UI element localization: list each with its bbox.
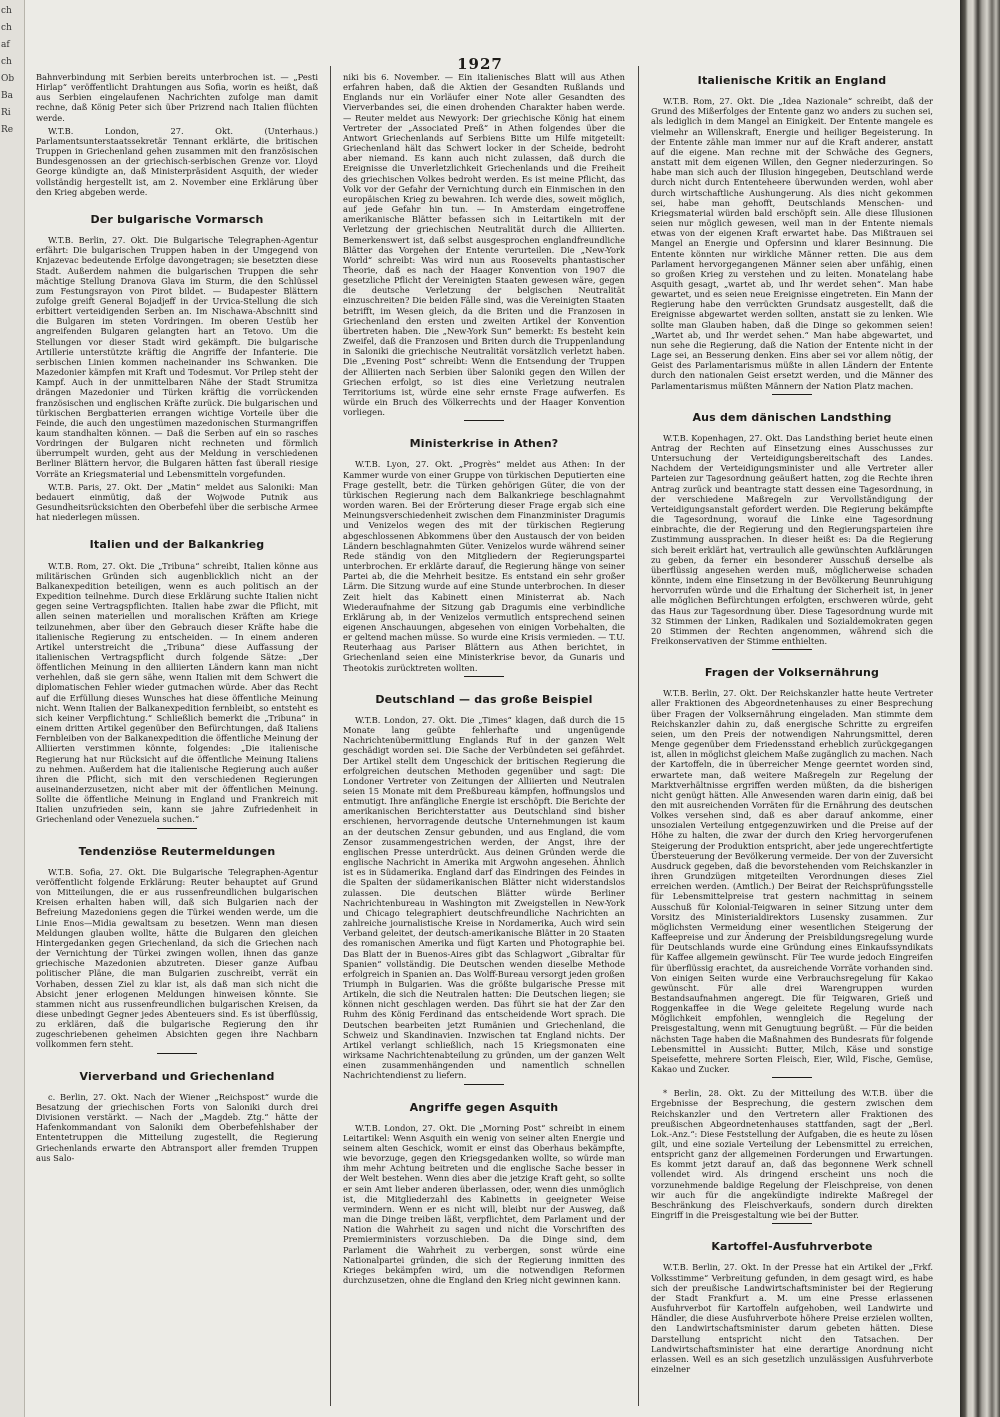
headline-germany-example: Deutschland — das große Beispiel [375, 692, 593, 706]
news-paragraph: W.T.B. Sofia, 27. Okt. Die Bulgarische Telegraphen-Agentur veröffentlicht folgende Erklärung: Reuter behauptet auf Grund von Mitteilungen, die er aus russenfreundlichen bulgarischen Kreisen erhalten haben will, daß sich Bulgarien nach der Befreiung Mazedoniens gegen die Türkei wenden werde, um die Linie Enos—Midia gewaltsam zu besetzen. Wenn man diesen Meldungen glauben wollte, hätte die Bulgaren den gleichen Hintergedanken gegen Griechenland, da sich die Griechen nach der Vernichtung der Türkei zwingen wollen, ihnen das ganze griechische Mazedonien abzutreten. Dieser ganze Aufbau politischer Pläne, die man Bulgarien zuschreibt, verrät ein Vorhaben, dessen Ziel zu klar ist, als daß man sich nicht die Absicht jener erlogenen Meldungen hinweisen könnte. Sie stammen nicht aus russenfreundlichen bulgarischen Kreisen, da diese unbedingt Gegner jedes Abenteuers sind. Es ist überflüssig, zu erklären, daß die bulgarische Regierung den ihr zugeschriebenen geheimen Absichten gegen ihre Nachbarn vollkommen fern steht. [36, 866, 318, 1050]
news-paragraph: W.T.B. London, 27. Okt. Die „Times“ klagen, daß durch die 15 Monate lang geübte fehlerhafte und ungenügende Nachrichtenübermittlung Englands Ruf in der ganzen Welt geschädigt worden sei. Die Sache der Verbündeten sei gefährdet. Der Artikel stellt dem Ungeschick der britischen Regierung die erfolgreichen deutschen Methoden gegenüber und sagt: Die Londoner Vertreter von Zeitungen der Alliierten und Neutralen seien 15 Monate mit dem Preßbureau kämpfen, hoffnungslos und entmutigt. Ihre anfängliche Energie ist erschöpft. Die Berichte der amerikanischen Berichterstatter aus Deutschland sind bisher erschienen, hervorragende deutsche Unternehmungen ist kaum an der deutschen Zensur gebunden, und aus England, die vom Zensor zusammengestrichen werden, der Angst, ihre der englischen Presse unterdrückt. Aus deinen Gründen werde die englische Nachricht in Amerika mit Argwohn angesehen. Ähnlich ist es in Südamerika. England darf das Eindringen des Feindes in die Spalten der südamerikanischen Blätter nicht widerstandslos zulassen. Die deutschen Blätter würde Berliner Nachrichtenbureau in Washington mit Zweigstellen in New-York und Chicago telegraphiert deutschfreundliche Nachrichten an zahlreiche journalistische Kreise in Nordamerika, Auch wird sein Verband geleitet, der deutsch-amerikanische Blätter in 20 Staaten des romanischen Amerika und fügt Karten und Photographie bei. Das Blatt der in Buenos-Aires gibt das Schlagwort „Gibraltar für Spanien“ vollständig. Die Deutschen wenden dieselbe Methode erfolgreich in Spanien an. Das Wolff-Bureau versorgt jeden großen Triumph in Bulgarien. Was die größte bulgarische Presse mit Artikeln, die sich die Neutralen hatten: Die Deutschen liegen; sie können nicht geschlagen werden. Das führt sie hat der Zar den Ruhm des König Ferdinand das entscheidende Wort sprach. Die Deutschen bearbeiten jetzt Rumänien und Griechenland, die Schweiz und Skandinavien. Inzwischen tat England nichts. Der Artikel verlangt schließlich, nach 15 Kriegsmonaten eine wirksame Nachrichtenabteilung zu gründen, um der ganzen Welt einen zusammenhängenden und namentlich schnellen Nachrichtendienst zu liefern. [343, 714, 625, 1081]
news-paragraph: W.T.B. Paris, 27. Okt. Der „Matin“ meldet aus Saloniki: Man bedauert einmütig, daß der Wojwode Putnik aus Gesundheitsrücksichten den Oberbefehl über die serbische Armee hat niederlegen müssen. [36, 481, 318, 523]
news-paragraph: W.T.B. Rom, 27. Okt. Die „Tribuna“ schreibt, Italien könne aus militärischen Gründen sich augenblicklich nicht an der Balkanexpedition beteiligen, wenn es auch politisch an der Expedition teilnehme. Durch diese Erklärung suchte Italien nicht gegen seine Vertragspflichten. Italien habe zwar die Pflicht, mit allen seinen materiellen und moralischen Kräften am Kriege teilzunehmen, aber über den Gebrauch dieser Kräfte habe die italienische Regierung zu entscheiden. — In einem anderen Artikel unterstreicht die „Tribuna“ diese Auffassung der italienischen Vertragspflicht durch folgende Sätze: „Der öffentlichen Meinung in den alliierten Ländern kann man nicht verhehlen, daß sie gern sähe, wenn Italien mit dem Schwert die diplomatischen Fehler wieder gutmachen würde. Aber das Recht auf die Erfüllung dieses Wunsches hat diese öffentliche Meinung nicht. Wenn Italien der Balkanexpedition fernbleibt, so entsteht es sich keiner Verpflichtung.“ Schließlich bemerkt die „Tribuna“ in einem dritten Artikel gegenüber den Befürchtungen, daß Italiens Fernbleiben von der Balkanexpedition die öffentliche Meinung der Alliierten verstimmen könnte, folgendes: „Die italienische Regierung hat nur Rücksicht auf die öffentliche Meinung Italiens zu nehmen. Außerdem hat die italienische Regierung auch außer ihren die Pflicht, sich mit den verschiedenen Regierungen auseinanderzusetzen, nicht aber mit der öffentlichen Meinung. Sollte die öffentliche Meinung in England und Frankreich mit Italien unzufrieden sein, kann sie jahre Zufriedenheit in Griechenland oder Venezuela suchen.“ [36, 560, 318, 825]
margin-fragment: ch [1, 6, 12, 16]
page-number: 1927 [457, 55, 503, 73]
headline-entente-greece: Vierverband und Griechenland [79, 1069, 275, 1083]
news-paragraph: W.T.B. London, 27. Okt. (Unterhaus.) Parlamentsunterstaatssekretär Tennant erklärte, die britischen Truppen in Griechenland gehen zusammen mit den französischen Bundesgenossen an der griechisch-serbischen Grenze vor. Lloyd George kündigte an, daß Ministerpräsident Asquith, der wieder vollständig hergestellt ist, am 2. November eine Erklärung über den Krieg abgeben werde. [36, 125, 318, 197]
section-divider [772, 649, 812, 650]
margin-fragment: Re [1, 125, 14, 135]
section-divider [157, 1053, 197, 1054]
previous-page-margin [0, 0, 25, 1417]
headline-italian-critique: Italienische Kritik an England [697, 74, 887, 87]
section-divider [464, 1084, 504, 1085]
section-divider [464, 420, 504, 421]
headline-bulgarian-advance: Der bulgarische Vormarsch [90, 212, 264, 226]
news-paragraph: W.T.B. Rom, 27. Okt. Die „Idea Nazionale“ schreibt, daß der Grund des Mißerfolges der Entente ganz wo anders zu suchen sei, als lediglich in dem Mangel an Einigkeit. Der Entente mangele es vielmehr an Willenskraft, Energie und heiliger Begeisterung. In der Entente zähle man immer nur auf die Kraft anderer, anstatt auf die eigene. Man rechne mit der Schwäche des Gegners, anstatt mit dem eigenen Willen, den Gegner niederzuringen. So habe man sich auch der Illusion hingegeben, Deutschland werde durch nicht durch Ententeheere überwunden werden, wohl aber durch wirtschaftliche Aushungerung. Als dies nicht gekommen sei, habe man gehofft, Deutschlands Menschen- und Kriegsmaterial würden bald erschöpft sein. Alle diese Illusionen seien nur möglich gewesen, weil man in der Entente niemals etwas von der eigenen Kraft erwartet habe. Das Mißtrauen sei Mangel an Energie und Opfersinn und klarer Besinnung. Die Entente könnten nur wirkliche Männer retten. Die aus dem Parlament hervorgegangenen Männer seien aber unfähig, einen so großen Krieg zu verstehen und zu leiten. Monatelang habe Asquith gesagt, „wartet ab, und Ihr werdet sehen“. Man habe gewartet, und es seien neue Ereignisse eingetreten. Ein Mann der Regierung habe den verrückten Grundsatz ausgestellt, daß die Ereignisse abgewartet werden sollten, anstatt sie zu lenken. Wie sollte man Glauben haben, daß die Dinge so gekommen seien! „Wartet ab, und Ihr werdet sehen.“ Man habe abgewartet, und nun sehe die Regierung, daß die Nation der Entente nicht in der Lage sei, an Besserung denken. Eins aber sei vor allem nötig, der Geist des Parlamentarismus müßte in allen Ländern der Entente durch den nationalen Geist ersetzt werden, und die Männer des Parlamentarismus müßten Männern der Nation Platz machen. [651, 96, 933, 391]
headline-attacks-asquith: Angriffe gegen Asquith [409, 1100, 559, 1114]
news-paragraph: c. Berlin, 27. Okt. Nach der Wiener „Reichspost“ wurde die Besatzung der griechischen Forts von Saloniki durch drei Divisionen verstärkt. — Nach der „Magdeb. Ztg.“ hätte der Hafenkommandant von Saloniki dem Oberbefehlshaber der Ententetruppen die Mitteilung zugestellt, die Regierung Griechenlands erwarte den Abtransport aller fremden Truppen aus Salo- [36, 1091, 318, 1163]
section-divider [772, 1077, 812, 1078]
section-divider [464, 676, 504, 677]
margin-fragment: ch [1, 23, 12, 33]
margin-fragment: Ob [1, 74, 15, 84]
news-paragraph: W.T.B. Berlin, 27. Okt. Die Bulgarische Telegraphen-Agentur erfährt: Die bulgarischen Truppen haben in der Umgegend von Knjazevac bedeutende Erfolge davongetragen; sie besetzten diese Stadt. Außerdem nahmen die bulgarischen Truppen die sehr mächtige Stellung Dranova Glava im Sturm, die den Schlüssel zum Festungsrayon von Pirot bildet. — Budapester Blättern zufolge greift General Bojadjeff in der Urvica-Stellung die sich erbittert verteidigenden Serben an. Im Nischawa-Abschnitt sind die Bulgaren im steten Vordringen. Im oberen Uestüb her angreifenden Bulgaren gelangten hart an Tetovo. Um die Stellungen vor dieser Stadt wird gekämpft. Die bulgarische Artillerie unterstützte kräftig die Angriffe der Infanterie. Die serbischen Linien kommen nacheinander ins Schwanken. Die Mazedonier kämpfen mit Kraft und Todesmut. Vor Prilep steht der Kampf. Auch in der unmittelbaren Nähe der Stadt Strumitza drängen Mazedonier und Türken kräftig die vorrückenden französischen und englischen Kräfte zurück. Die bulgarischen und türkischen Bergbatterien errangen wichtige Vorteile über die Feinde, die auch den ungestümen mazedonischen Sturmangriffen kaum standhalten können. — Daß die Serben auf ein so rasches Vordringen der Bulgaren nicht rechneten und förmlich überrumpelt wurden, geht aus der Meldung in verschiedenen Berliner Blättern hervor, die Bulgaren hätten fast überall riesige Vorräte an Kriegsmaterial und Lebensmitteln vorgefunden. [36, 235, 318, 479]
news-paragraph: W.T.B. Lyon, 27. Okt. „Progrès“ meldet aus Athen: In der Kammer wurde von einer Gruppe von türkischen Deputierten eine Frage gestellt, betr. die Türken gehörigen Güter, die von der türkischen Regierung nach dem Balkankriege beschlagnahmt worden waren. Bei der Erörterung dieser Frage ergab sich eine Meinungsverschiedenheit zwischen dem Finanzminister Dragumis und Venizelos wegen des mit der türkischen Regierung abgeschlossenen Abkommens über den Austausch der von beiden Ländern beschlagnahmten Güter. Venizelos wurde während seiner Rede ständig von den Mitgliedern der Regierungspartei unterbrochen. Er erklärte darauf, die Regierung hänge von seiner Partei ab, die die Mehrheit besitze. Es entstand ein sehr großer Lärm. Die Sitzung wurde auf eine Stunde unterbrochen. In dieser Zeit hielt das Kabinett einen Ministerrat ab. Nach Wiederaufnahme der Sitzung gab Dragumis eine verbindliche Erklärung ab, in der Venizelos vermutlich entsprechend seinen eigenen Anschauungen, abgesehen von einigen Vorbehalten, die er geltend machen müsse. So wurde eine Krisis vermieden. — T.U. Reuterhaag aus Pariser Blättern aus Athen berichtet, in Griechenland seien eine Ministerkrise bevor, da Gunaris und Theotokis zurücktreten wollten. [343, 459, 625, 673]
margin-fragment: af [1, 40, 10, 50]
section-divider [772, 1223, 812, 1224]
news-paragraph: W.T.B. Kopenhagen, 27. Okt. Das Landsthing beriet heute einen Antrag der Rechten auf Einsetzung eines Ausschusses zur Untersuchung der Verteidigungsbereitschaft des Landes. Nachdem der Verteidigungsminister und alle Vertreter aller Parteien zur Tagesordnung geäußert hatten, zog die Rechte ihren Antrag zurück und beantragte statt dessen eine Tagesordnung, in der verschiedene Maßregeln zur Vervollständigung der Verteidigungsanstalt gefordert werden. Die Regierung bekämpfte die Tagesordnung, worauf die Linke eine Tagesordnung einbrachte, die der Regierung und den Regierungsparteien ihre Zustimmung aussprachen. In dieser heißt es: Da die Regierung sich bereit erklärt hat, vertraulich alle gewünschten Aufklärungen zu geben, da ferner ein besonderer Ausschuß derselbe als überflüssig angesehen werden muß, möglicherweise schaden könnte, indem eine Einsetzung in der Bevölkerung Beunruhigung hervorrufen würde und die Erhaltung der Sicherheit ist, in jener alle möglichen Befürchtungen erfolgten, erschweren würde, geht das Haus zur Tagesordnung über. Diese Tagesordnung wurde mit 32 Stimmen der Linken, Radikalen und Sozialdemokraten gegen 20 Stimmen der Rechten angenommen, während sich die Freikonservativen der Stimme enthielten. [651, 432, 933, 646]
news-paragraph: * Berlin, 28. Okt. Zu der Mitteilung des W.T.B. über die Ergebnisse der Besprechung, die gestern zwischen dem Reichskanzler und den Vertretern aller Fraktionen des preußischen Abgeordnetenhauses stattfanden, sagt der „Berl. Lok.-Anz.“: Diese Feststellung der Aufgaben, die es heute zu lösen gilt, und eine soziale Verteilung der Lebensmittel zu erreichen, entspricht ganz der allgemeinen Forderungen und Erwartungen. Es kommt jetzt darauf an, daß das begonnene Werk schnell vollendet wird. Als dringend erscheint uns noch die vorzunehmende baldige Regelung der Fleischpreise, von denen wir auch für die angekündigte indirekte Maßregel der Beschränkung des Fleischverkaufs, sondern durch direkten Eingriff in die Preisgestaltung wie bei der Butter. [651, 1088, 933, 1221]
news-paragraph: W.T.B. Berlin, 27. Okt. In der Presse hat ein Artikel der „Frkf. Volksstimme“ Verbreitung gefunden, in dem gesagt wird, es habe sich der preußische Landwirtschaftsminister bei der Regierung der Stadt Frankfurt a. M. um eine Presse erlassenen Ausfuhrverbot für Kartoffeln aufgehoben, weil Landwirte und Händler, die diese Ausfuhrverbote höhere Preise erzielen wollten, den Landwirtschaftsminister darum gebeten hätten. Diese Darstellung entspricht nicht den Tatsachen. Der Landwirtschaftsminister hat eine derartige Anordnung nicht erlassen. Weil es an sich gesetzlich unzulässigen Ausfuhrverbote einzelner [651, 1262, 933, 1374]
column-3 [651, 72, 933, 1412]
headline-potato-export-ban: Kartoffel-Ausfuhrverbote [711, 1240, 873, 1254]
headline-danish-landsthing: Aus dem dänischen Landsthing [692, 410, 892, 424]
headline-italy-balkan-war: Italien und der Balkankrieg [89, 538, 265, 552]
headline-food-supply: Fragen der Volksernährung [704, 666, 880, 680]
section-divider [772, 394, 812, 395]
section-divider [157, 828, 197, 829]
column-2 [343, 72, 625, 1412]
column-1 [36, 72, 318, 1412]
book-binding [960, 0, 1000, 1417]
headline-athens-cabinet-crisis: Ministerkrise in Athen? [409, 437, 559, 451]
column-rule [330, 66, 331, 1406]
column-rule [638, 66, 639, 1406]
margin-fragment: ch [1, 57, 12, 67]
news-paragraph: W.T.B. London, 27. Okt. Die „Morning Post“ schreibt in einem Leitartikel: Wenn Asquith ein wenig von seiner alten Energie und seinem alten Geschick, womit er einst das Oberhaus bekämpfte, wie bevorzuge, gegen den Kriegsgedanken wollte, so würde man ihm mehr Achtung beitreten und die englische Sache besser in der Welt bestehen. Wenn dies aber die jetzige Kraft geht, so sollte er sein Amt lieber anderen überlassen, oder, wenn dies unmöglich ist, die Mitgliederzahl des Kabinetts in geeigneter Weise vermindern. Wenn er es nicht will, bleibt nur der Ausweg, daß man die Dinge treiben läßt, verpflichtet, dem Parlament und der Nation die Wahrheit zu sagen und nicht die Vorschriften des Premierministers vorzuschieben. Da die Dinge sind, dem Parlament die Wahrheit zu verbergen, sonst würde eine Nationalpartei gründen, die sich der Regierung inmitten des Krieges bekämpfen wird, um die notwendigen Reformen durchzusetzen, ohne die England den Krieg nicht gewinnen kann. [343, 1122, 625, 1286]
headline-reuter-reports: Tendenziöse Reutermeldungen [78, 844, 276, 858]
article-continuation: Bahnverbindung mit Serbien bereits unterbrochen ist. — „Pesti Hirlap“ veröffentlicht Drahtungen aus Sofia, worin es heißt, daß aus Serbien eingelaufenen Nachrichten zufolge man damit rechne, daß König Peter sich über Prizrend nach Italien flüchten werde. [36, 72, 318, 123]
article-continuation: niki bis 6. November. — Ein italienisches Blatt will aus Athen erfahren haben, daß die Aktien der Gesandten Rußlands und Englands nur ein Vorläufer einer Note aller Gesandten des Vierverbandes sei, die einen drohenden Charakter haben werde. — Reuter meldet aus Newyork: Der griechische König hat einem Vertreter der „Associated Preß“ in Athen folgendes über die Antwort Griechenlands auf Serbiens Bitte um Hilfe mitgeteilt: Griechenland hält das Schwert locker in der Scheide, bedroht aber niemand. Es kann auch nicht zulassen, daß durch die Ereignisse die Unverletzlichkeit Griechenlands und die Freiheit des griechischen Volkes bedroht werden. Es ist meine Pflicht, das Volk vor der Gefahr der Vernichtung durch ein Einmischen in den europäischen Krieg zu bewahren. Ich werde dies, soweit möglich, auf jede Gefahr hin tun. — In Amsterdam eingetroffene amerikanische Blätter befassen sich in Leitartikeln mit der Verletzung der griechischen Neutralität durch die Alliierten. Bemerkenswert ist, daß selbst ausgesprochen englandfreundliche Blätter das Vorgehen der Entente verurteilen. Die „New-York World“ schreibt: Was wird nun aus Roosevelts phantastischer Theorie, daß es nach der Haager Konvention von 1907 die gesetzliche Pflicht der Vereinigten Staaten gewesen wäre, gegen die deutsche Verletzung der belgischen Neutralität einzuschreiten? Die beiden Fälle sind, was die Vereinigten Staaten betrifft, im Wesen gleich, da die Briten und die Franzosen in Griechenland den ersten und zweiten Artikel der Konvention übertreten haben. Die „New-York Sun“ bemerkt: Es besteht kein Zweifel, daß die Franzosen und Briten durch die Truppenlandung in Saloniki die griechische Neutralität vorsätzlich verletzt haben. Die „Evening Post“ schreibt: Wenn die Entsendung der Truppen der Alliierten nach Serbien über Saloniki gegen den Willen der Griechen erfolgt, so ist dies eine Verletzung neutralen Territoriums ist, würde eine sehr ernste Frage aufwerfen. Es würde ein Bruch des Völkerrechts und der Haager Konvention vorliegen. [343, 72, 625, 418]
news-paragraph: W.T.B. Berlin, 27. Okt. Der Reichskanzler hatte heute Vertreter aller Fraktionen des Abgeordnetenhauses zu einer Besprechung über Fragen der Volksernährung eingeladen. Man stimmte dem Reichskanzler dahin zu, daß energische Schritte zu ergreifen seien, um den Preis der notwendigen Nahrungsmittel, deren Menge gegenüber dem Friedensstand erheblich zurückgegangen ist, allen in möglichst gleichem Maße zugänglich zu machen. Nach der Kartoffeln, die in überreicher Menge geerntet worden sind, erwartete man, daß weitere Maßregeln zur Regelung der Marktverhältnisse ergriffen werden müßten, da die bisherigen nicht genügt hätten. Alle Anwesenden waren darin einig, daß bei den mit ausreichenden Vorräten für die Ernährung des deutschen Volkes versehen sind, daß es aber darauf ankomme, einer unsozialen Verteilung entgegenzuwirken und die Preise auf der Höhe zu halten, die zwar der durch den Krieg hervorgerufenen Steigerung der Produktion entspricht, aber jede ungerechtfertigte Übersteuerung der Bevölkerung vermeide. Der von der Zuversicht Ausdruck gegeben, daß die bevorstehenden vom Reichskanzler in ihren Grundzügen mitgeteilten Verordnungen dieses Ziel erreichen werden. (Amtlich.) Der Beirat der Reichsprüfungsstelle für Lebensmittelpreise trat gestern nachmittag in seinem Ausschuß für Kolonial-Teigwaren in seiner Sitzung unter dem Vorsitz des Ministerialdirektors Lusensky zusammen. Zur möglichsten Vermeidung einer wesentlichen Steigerung der Kaffeepreise und zur Änderung der Preisbildungsregelung wurde für Deutschlands wurde eine Gründung eines Einkaufssyndikats für Kaffee allgemein gewünscht. Für Tee wurde jedoch Eingreifen für überflüssig erachtet, da ausreichende Vorräte vorhanden sind. Von einigen Seiten wurde eine Verbrauchsregelung für Kakao gewünscht. Für alle drei Warengruppen wurden Bestandsaufnahmen angeregt. Die für Teigwaren, Grieß und Roggenkaffee in die Wege geleitete Regelung wurde nach Möglichkeit empfohlen, wenngleich die Regelung der Preisgestaltung, wenn mit Genugtuung begrüßt. — Für die beiden nächsten Tage haben die Maßnahmen des Bundesrats für folgende Lebensmittel in Aussicht: Butter, Milch, Käse und sonstige Speisefette, mehrere Sorten Fleisch, Eier, Wild, Fische, Gemüse, Kakao und Zucker. [651, 688, 933, 1075]
margin-fragment: Ri [1, 108, 11, 118]
margin-fragment: Ba [1, 91, 13, 101]
